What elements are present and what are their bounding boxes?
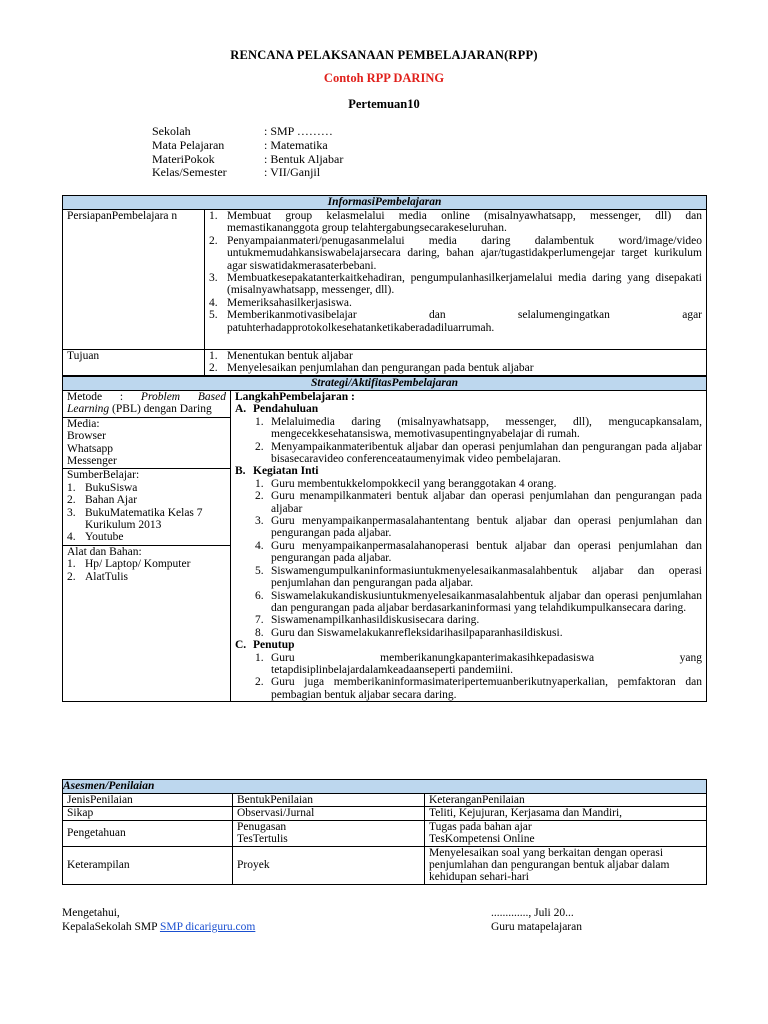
identity-value: : SMP ……… — [264, 124, 333, 138]
step-text: Guru menyampaikanpermasalahantentang bentuk aljabar dan operasi penjumlahan dan pengurangan pada aljabar. — [271, 515, 703, 540]
table-row — [63, 820, 707, 846]
prep-label: PersiapanPembelajara n — [63, 210, 205, 350]
goal-item-text: Menentukan bentuk aljabar — [227, 350, 353, 362]
teacher-label: Guru matapelajaran — [491, 921, 582, 933]
step-text: Siswamengumpulkaninformasiuntukmenyelesaikanmasalahbentuk aljabar dan operasi penjumlahan dan pengurangan pada aljabar. — [271, 564, 703, 590]
list-item: 2. Menyelesaikan penjumlahan dan pengurangan pada bentuk aljabar — [209, 362, 702, 374]
identity-row — [152, 139, 343, 153]
list-item: 7. Siswamenampilkanhasildiskusisecara daring. — [255, 614, 702, 626]
media-block — [63, 418, 230, 470]
identity-label: Sekolah — [152, 124, 191, 138]
table-row — [63, 846, 707, 884]
assessment-form: Observasi/Jurnal — [233, 807, 425, 820]
step-text: Siswamelakukandiskusiuntukmenyelesaikanmasalahbentuk aljabar dan operasi penjumlahan dan pengurangan pada aljabar berdasarkaninformasi yang telahdikumpulkansecara daring. — [271, 589, 703, 614]
section-title: Penutup — [253, 639, 295, 652]
source-item: Youtube — [85, 531, 124, 544]
list-item: 1. Melaluimedia daring (misalnyawhatsapp, messenger, dll), mengucapkansalam, mengecekkesehatansiswa, memotivasupentingnyabelajar di rumah. — [255, 415, 703, 441]
list-item: 3. Membuatkesepakatanterkaitkehadiran, pengumpulanhasilkerjamelalui media daring yang disepakati (misalnyawhatsapp, messenger, dll). — [209, 272, 703, 297]
identity-label: Mata Pelajaran — [152, 137, 225, 152]
step-text: Guru memberikanungkapanterimakasihkepadasiswa yang tetapdisiplinbelajardalamkeadaanseperti pandemiini. — [271, 651, 703, 676]
source-item: BukuMatematika Kelas 7 Kurikulum 2013 — [85, 506, 203, 532]
list-item: 5. Memberikanmotivasibelajar dan selalumengingatkan agar patuhterhadapprotokolkesehatanketikaberadadiluarrumah. — [209, 309, 703, 334]
sources-label: SumberBelajar: — [67, 469, 140, 482]
headmaster-label: KepalaSekolah SMP — [62, 921, 160, 933]
list-item: 4. Guru menyampaikanpermasalahanoperasi bentuk aljabar dan operasi penjumlahan dan pengurangan pada aljabar. — [255, 539, 703, 565]
strategy-table — [62, 376, 707, 702]
list-item: 2. Bahan Ajar — [67, 494, 226, 506]
identity-block — [152, 125, 343, 180]
media-item: Messenger — [67, 455, 117, 468]
list-item: 3. BukuMatematika Kelas 7 Kurikulum 2013 — [67, 507, 226, 532]
list-item: 6. Siswamelakukandiskusiuntukmenyelesaikanmasalahbentuk aljabar dan operasi penjumlahan dan pengurangan pada aljabar berdasarkaninformasi yang telahdikumpulkansecara daring. — [255, 589, 703, 614]
step-text: Menyampaikanmateribentuk aljabar dan operasi penjumlahan dan pengurangan pada aljabar bisasecaravideo conferenceataumenyimak video pembelajaran. — [271, 440, 703, 466]
section-heading — [235, 639, 702, 651]
list-item: 5. Siswamengumpulkaninformasiuntukmenyelesaikanmasalahbentuk aljabar dan operasi penjumlahan dan pengurangan pada aljabar. — [255, 564, 703, 590]
goal-label: Tujuan — [63, 350, 205, 376]
list-item: 3. Guru menyampaikanpermasalahantentang bentuk aljabar dan operasi penjumlahan dan pengurangan pada aljabar. — [255, 515, 703, 540]
method-prefix: Metode : — [67, 391, 141, 403]
identity-value: : Matematika — [264, 137, 328, 152]
assessment-note: Teliti, Kejujuran, Kerjasama dan Mandiri, — [425, 807, 707, 820]
prep-item-text: Penyampaianmateri/penugasanmelalui media daring dalambentuk word/image/video untukmemudahkansiswabelajarsecara daring, bahan ajar/tugastidakperlumengejar target kurikulum agar siswatidakmerasaterbebani. — [227, 234, 703, 272]
acknowledge-label: Mengetahui, — [62, 907, 120, 919]
section-heading — [235, 403, 702, 415]
list-item: 1. Menentukan bentuk aljabar — [209, 350, 702, 362]
list-item: 1. BukuSiswa — [67, 482, 226, 494]
step-text: Guru membentukkelompokkecil yang beranggotakan 4 orang. — [271, 477, 557, 490]
headmaster-line — [62, 920, 255, 934]
list-item: 2. Menyampaikanmateribentuk aljabar dan operasi penjumlahan dan pengurangan pada aljabar bisasecaravideo conferenceataumenyimak video pembelajaran. — [255, 440, 703, 466]
list-item: 1. Membuat group kelasmelalui media online (misalnyawhatsapp, messenger, dll) dan memastikananggota group telahtergabungsecarakeseluruhan. — [209, 210, 703, 235]
assessment-type: Keterampilan — [63, 846, 233, 884]
list-item: 2. AlatTulis — [67, 571, 226, 583]
list-item: 8. Guru dan Siswamelakukanrefleksidarihasilpaparanhasildiskusi. — [255, 627, 702, 639]
section-title: Kegiatan Inti — [253, 465, 319, 478]
goal-item-text: Menyelesaikan penjumlahan dan pengurangan pada bentuk aljabar — [227, 362, 534, 375]
document-subtitle: Contoh RPP DARING — [323, 71, 445, 85]
identity-label: Kelas/Semester — [152, 165, 227, 180]
section-letter: C. — [235, 639, 247, 652]
step-text: Guru juga memberikaninformasimateripertemuanberikutnyaperkalian, pemfaktoran dan pembagian bentuk aljabar secara daring. — [271, 676, 703, 701]
prep-cell — [205, 210, 707, 350]
tools-block — [63, 546, 230, 584]
strategy-header: Strategi/AktifitasPembelajaran — [63, 377, 707, 391]
source-item: Bahan Ajar — [85, 494, 138, 507]
list-item: 4. Youtube — [67, 531, 226, 543]
column-header: JenisPenilaian — [63, 794, 233, 807]
identity-value: : VII/Ganjil — [264, 165, 321, 180]
list-item: 1. Guru membentukkelompokkecil yang beranggotakan 4 orang. — [255, 478, 702, 490]
section-letter: B. — [235, 465, 246, 478]
assessment-type: Pengetahuan — [63, 820, 233, 846]
source-item: BukuSiswa — [85, 481, 138, 494]
prep-item-text: Memeriksahasilkerjasiswa. — [227, 296, 352, 309]
method-suffix: (PBL) dengan Daring — [109, 403, 212, 416]
assessment-note: Menyelesaikan soal yang berkaitan dengan operasi penjumlahan dan pengurangan bentuk aljabar dalam kehidupan sehari-hari — [425, 846, 707, 884]
assessment-note: Tugas pada bahan ajar TesKompetensi Online — [425, 820, 707, 846]
sources-block — [63, 469, 230, 545]
step-text: Guru menyampaikanpermasalahanoperasi bentuk aljabar dan operasi penjumlahan dan pengurangan pada aljabar. — [271, 539, 703, 565]
step-text: Siswamenampilkanhasildiskusisecara daring. — [271, 614, 480, 627]
section-letter: A. — [235, 403, 247, 416]
info-header: InformasiPembelajaran — [63, 196, 707, 210]
tool-item: Hp/ Laptop/ Komputer — [85, 558, 191, 571]
assessment-type: Sikap — [63, 807, 233, 820]
list-item: 2. Guru menampilkanmateri bentuk aljabar dan operasi penjumlahan dan pengurangan pada aljabar — [255, 490, 703, 515]
assessment-form: Proyek — [233, 846, 425, 884]
identity-row — [152, 153, 343, 167]
identity-label: MateriPokok — [152, 151, 215, 166]
meeting-number: Pertemuan10 — [348, 97, 420, 111]
assessment-header: Asesmen/Penilaian — [63, 780, 707, 794]
list-item: 1. Hp/ Laptop/ Komputer — [67, 558, 226, 570]
step-text: Guru dan Siswamelakukanrefleksidarihasilpaparanhasildiskusi. — [271, 626, 563, 639]
list-item: 2. Guru juga memberikaninformasimateripertemuanberikutnyaperkalian, pemfaktoran dan pembagian bentuk aljabar secara daring. — [255, 676, 703, 701]
list-item: 1. Guru memberikanungkapanterimakasihkepadasiswa yang tetapdisiplinbelajardalamkeadaanseperti pandemiini. — [255, 651, 703, 676]
assessment-form: Penugasan TesTertulis — [233, 820, 425, 846]
signature-left — [62, 906, 255, 934]
step-text: Melaluimedia daring (misalnyawhatsapp, messenger, dll), mengucapkansalam, mengecekkesehatansiswa, memotivasupentingnyabelajar di rumah. — [271, 415, 703, 441]
identity-value: : Bentuk Aljabar — [264, 151, 344, 166]
media-label: Media: — [67, 417, 100, 430]
steps-cell — [231, 391, 707, 702]
date-line: ............., Juli 20... — [491, 907, 574, 919]
assessment-table — [62, 779, 707, 885]
method-name: Problem Based Learning — [67, 391, 226, 416]
list-item: 2. Penyampaianmateri/penugasanmelalui media daring dalambentuk word/image/video untukmemudahkansiswabelajarsecara daring, bahan ajar/tugastidakperlumengejar target kurikulum agar siswatidakmerasaterbebani. — [209, 234, 703, 272]
resources-cell — [63, 391, 231, 702]
section-title: Pendahuluan — [253, 403, 319, 416]
school-link[interactable]: SMP dicariguru.com — [159, 921, 256, 933]
list-item: 4. Memeriksahasilkerjasiswa. — [209, 297, 702, 309]
steps-title: LangkahPembelajaran : — [235, 391, 355, 403]
column-header: KeteranganPenilaian — [425, 794, 707, 807]
info-table — [62, 195, 707, 376]
signature-right — [491, 906, 582, 934]
identity-row — [152, 166, 343, 180]
document-title: RENCANA PELAKSANAAN PEMBELAJARAN(RPP) — [230, 48, 538, 62]
step-text: Guru menampilkanmateri bentuk aljabar dan operasi penjumlahan dan pengurangan pada aljabar — [271, 490, 703, 515]
tool-item: AlatTulis — [85, 570, 129, 583]
prep-item-text: Membuat group kelasmelalui media online (misalnyawhatsapp, messenger, dll) dan memastikananggota group telahtergabungsecarakeseluruhan. — [227, 210, 703, 235]
section-heading — [235, 465, 702, 477]
prep-item-text: Memberikanmotivasibelajar dan selalumengingatkan agar patuhterhadapprotokolkesehatanketikaberadadiluarrumah. — [227, 309, 703, 334]
table-row — [63, 807, 707, 820]
media-item: Browser — [67, 430, 106, 443]
goal-cell — [205, 350, 707, 376]
tools-label: Alat dan Bahan: — [67, 545, 142, 558]
identity-row — [152, 125, 343, 139]
column-header: BentukPenilaian — [233, 794, 425, 807]
method-block — [63, 391, 230, 418]
media-item: Whatsapp — [67, 442, 113, 455]
prep-item-text: Membuatkesepakatanterkaitkehadiran, pengumpulanhasilkerjamelalui media daring yang disepakati (misalnyawhatsapp, messenger, dll). — [227, 272, 703, 297]
